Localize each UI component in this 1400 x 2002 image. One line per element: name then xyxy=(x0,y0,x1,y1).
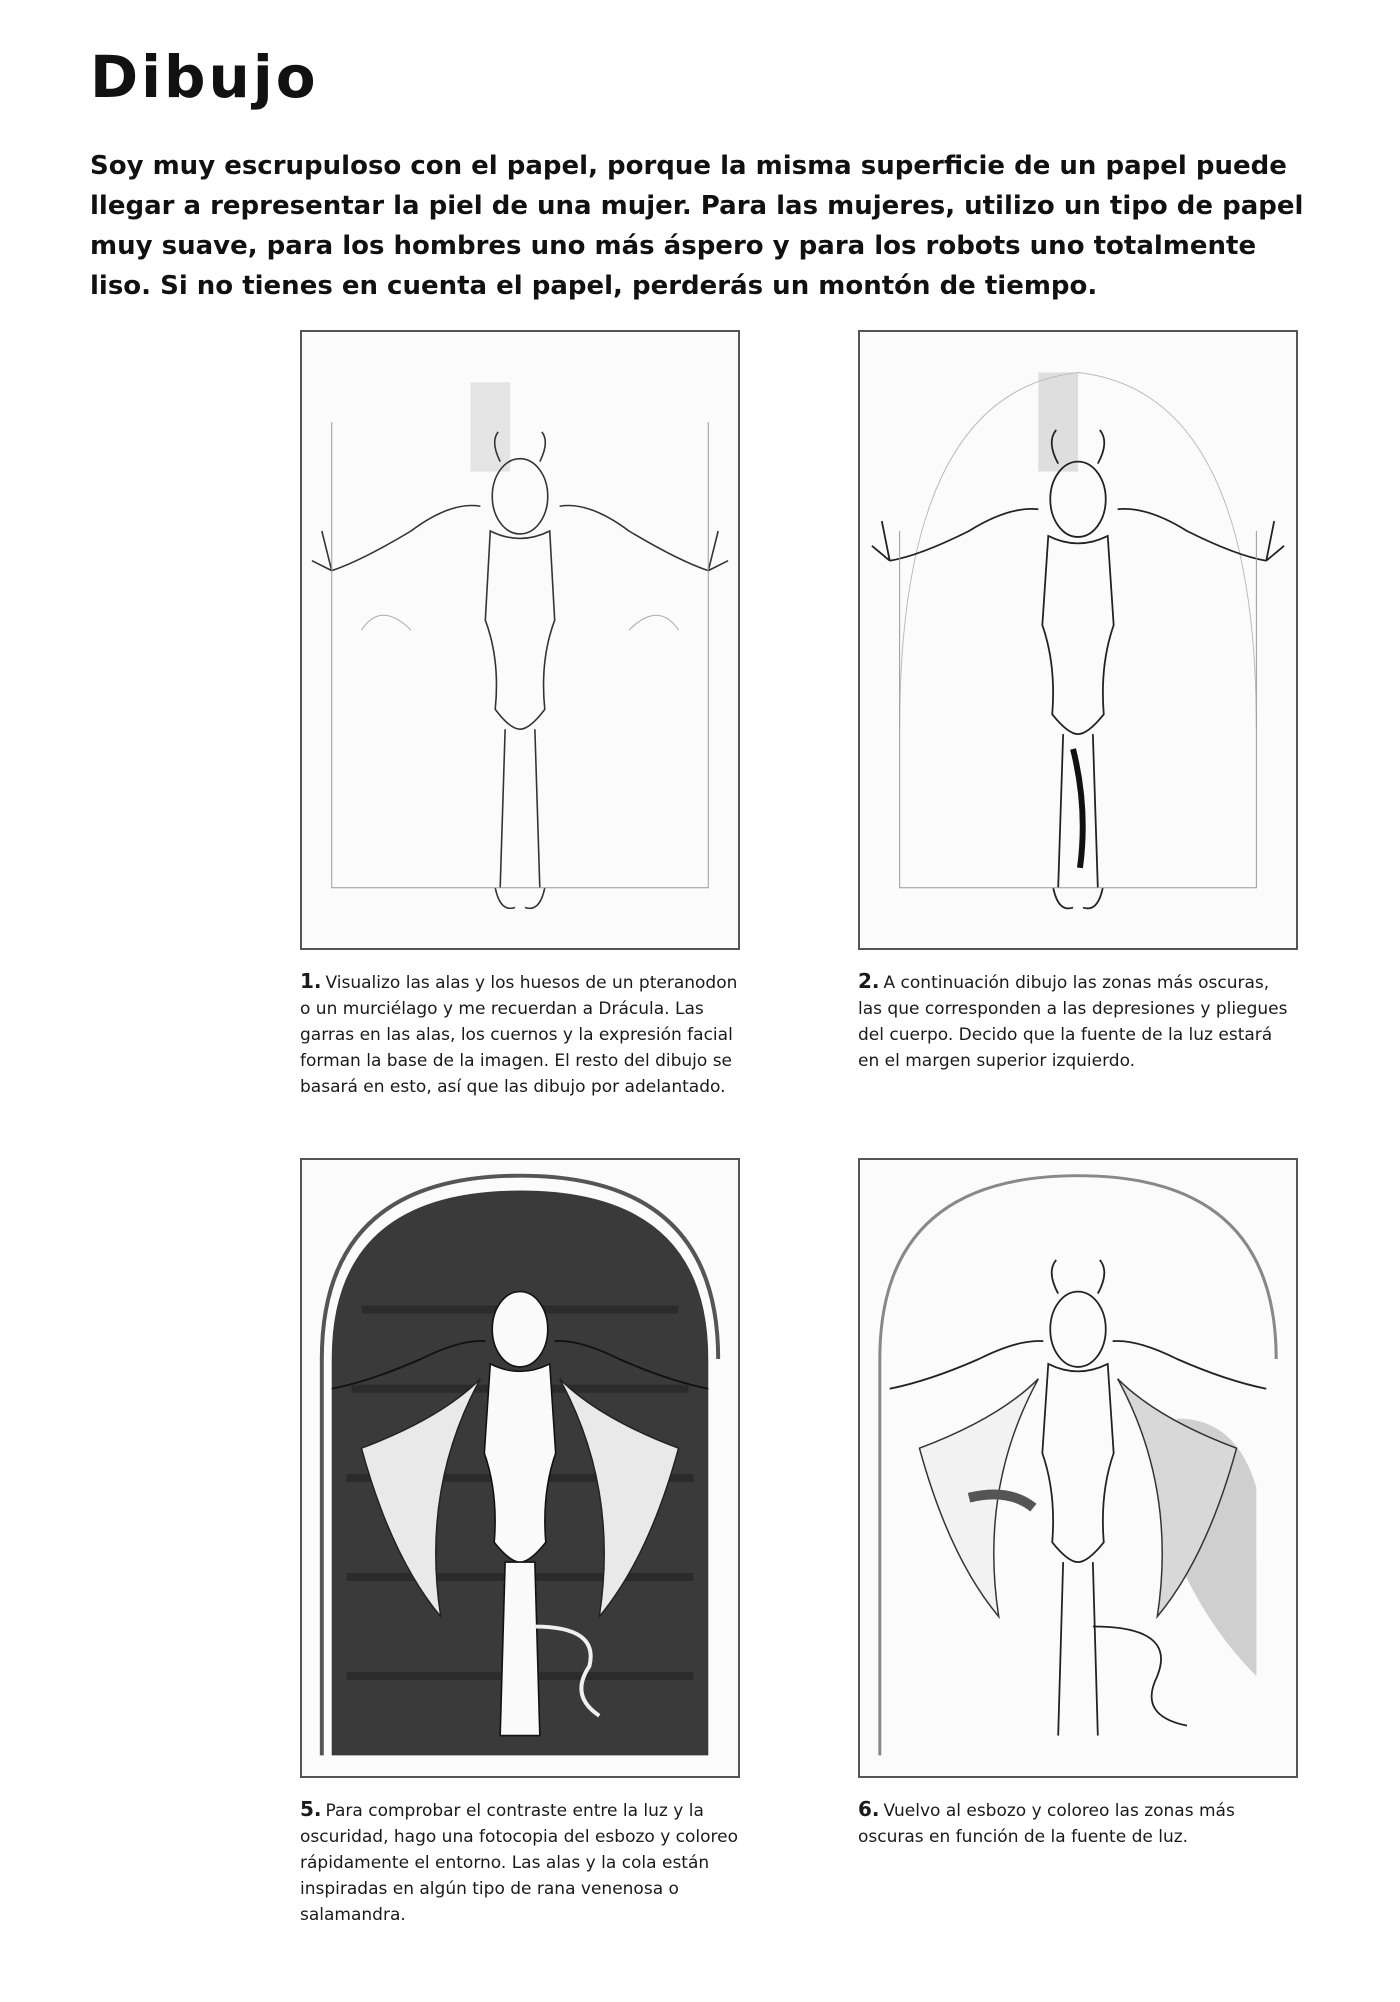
caption-step-1 xyxy=(300,968,740,1100)
caption-text: Visualizo las alas y los huesos de un pteranodon o un murciélago y me recuerdan a Drácula. Las garras en las alas, los cuernos y la expresión facial forman la base de la imagen. El resto del dibujo se basará en esto, así que las dibujo por adelantado. xyxy=(300,973,738,1097)
sketch-drawing-2 xyxy=(860,332,1296,948)
caption-step-5 xyxy=(300,1796,740,1928)
caption-step-6 xyxy=(858,1796,1298,1850)
caption-number: 6. xyxy=(858,1797,880,1821)
sketch-image-step-5 xyxy=(300,1158,740,1778)
sketch-image-step-1 xyxy=(300,330,740,950)
sketch-drawing-1 xyxy=(302,332,738,948)
caption-text: Para comprobar el contraste entre la luz y la oscuridad, hago una fotocopia del esbozo y coloreo rápidamente el entorno. Las alas y la cola están inspiradas en algún tipo de rana venenosa o salamandra. xyxy=(300,1801,739,1925)
figure-step-1 xyxy=(300,330,740,1100)
intro-paragraph: Soy muy escrupuloso con el papel, porque la misma superficie de un papel puede llegar a representar la piel de una mujer. Para las mujeres, utilizo un tipo de papel muy suave, para los hombres uno más áspero y para los robots uno totalmente liso. Si no tienes en cuenta el papel, perderás un montón de tiempo. xyxy=(90,151,1304,301)
sketch-image-step-6 xyxy=(858,1158,1298,1778)
caption-text: Vuelvo al esbozo y coloreo las zonas más oscuras en función de la fuente de luz. xyxy=(858,1801,1235,1847)
caption-step-2 xyxy=(858,968,1298,1074)
figure-step-5 xyxy=(300,1158,740,1928)
caption-text: A continuación dibujo las zonas más oscuras, las que corresponden a las depresiones y pliegues del cuerpo. Decido que la fuente de la luz estará en el margen superior izquierdo. xyxy=(858,973,1288,1071)
sketch-drawing-5 xyxy=(302,1160,738,1776)
caption-number: 5. xyxy=(300,1797,322,1821)
sketch-drawing-6 xyxy=(860,1160,1296,1776)
caption-number: 1. xyxy=(300,969,322,993)
figure-step-6 xyxy=(858,1158,1298,1850)
sketch-image-step-2 xyxy=(858,330,1298,950)
caption-number: 2. xyxy=(858,969,880,993)
page-title: Dibujo xyxy=(90,43,319,111)
figure-step-2 xyxy=(858,330,1298,1074)
